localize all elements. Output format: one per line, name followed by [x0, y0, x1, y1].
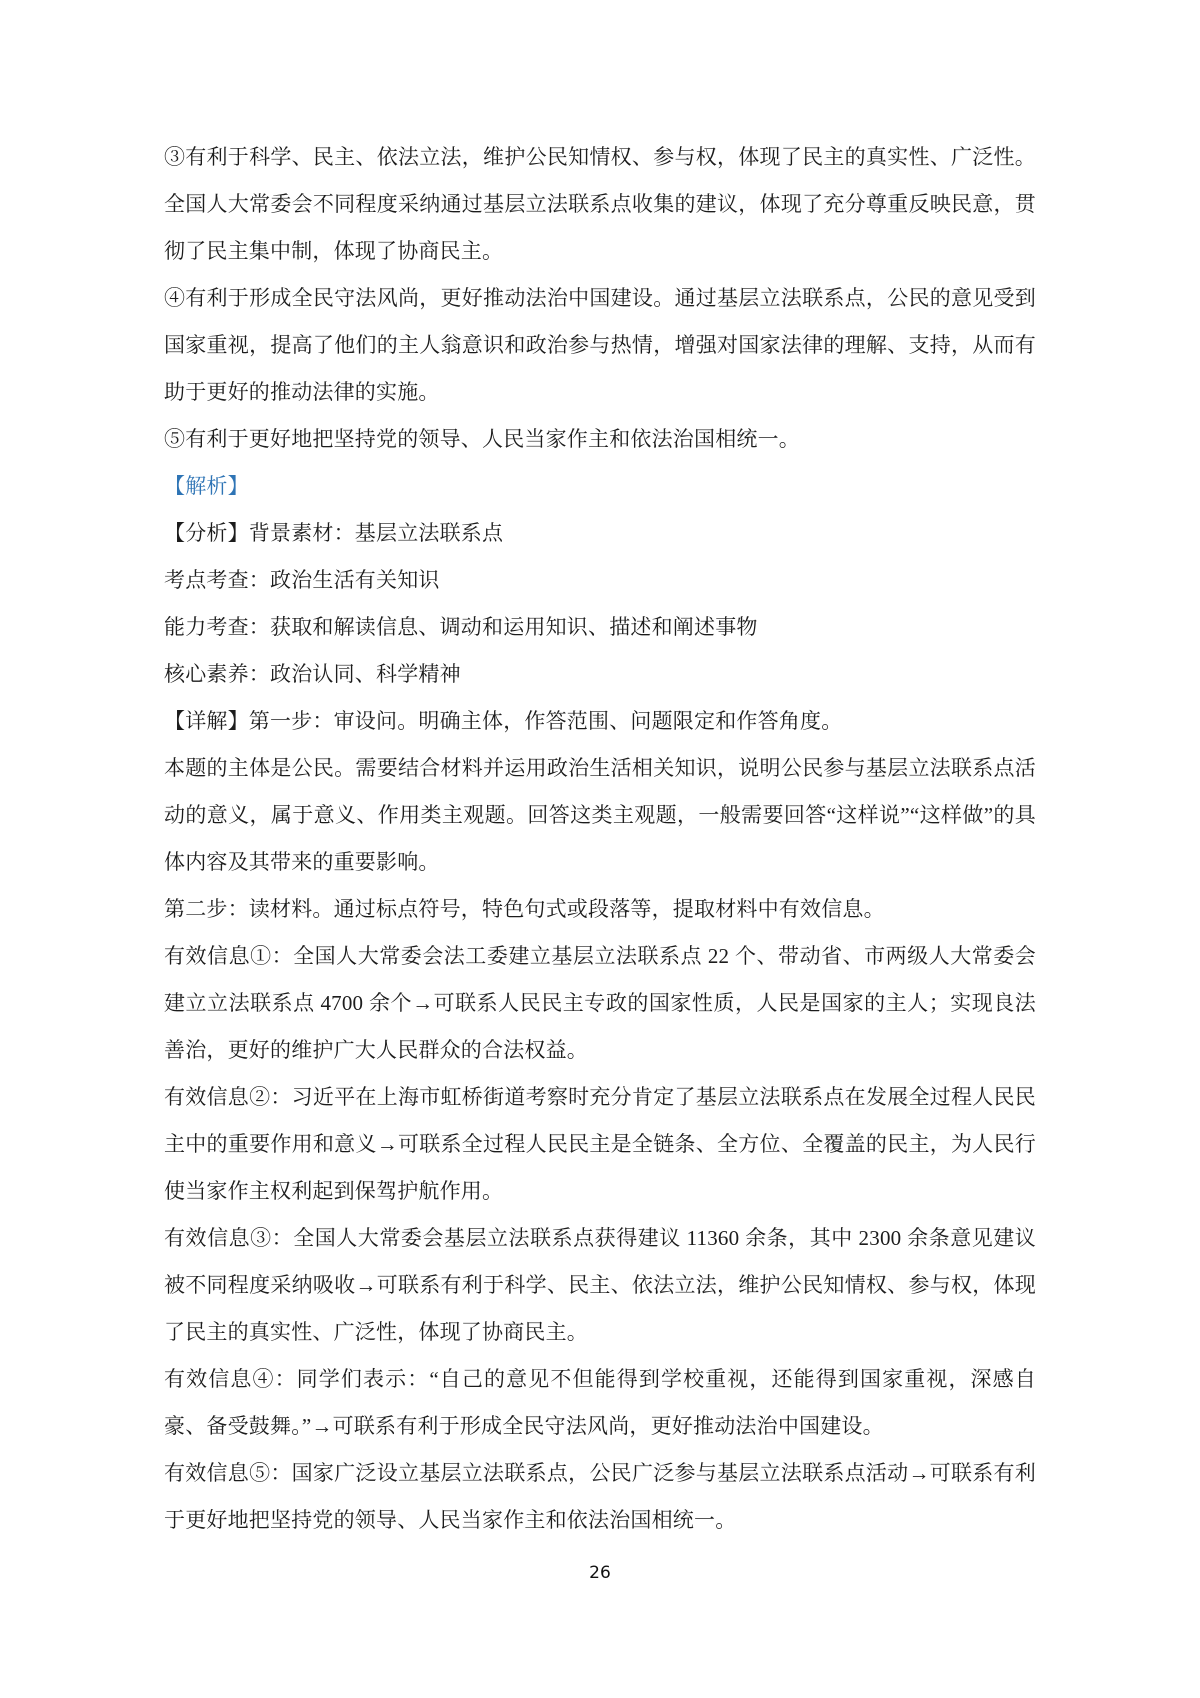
paragraph: 【详解】第一步：审设问。明确主体，作答范围、问题限定和作答角度。 [164, 709, 843, 733]
analysis-label: 【解析】 [164, 474, 249, 498]
paragraph: 有效信息②：习近平在上海市虹桥街道考察时充分肯定了基层立法联系点在发展全过程人民民主中的重要作用和意义→可联系全过程人民民主是全链条、全方位、全覆盖的民主，为人民行使当家作主权利起到保驾护航作用。 [164, 1085, 1036, 1203]
paragraph: 本题的主体是公民。需要结合材料并运用政治生活相关知识，说明公民参与基层立法联系点活动的意义，属于意义、作用类主观题。回答这类主观题，一般需要回答“这样说”“这样做”的具体内容及其带来的重要影响。 [164, 756, 1036, 874]
paragraph: 有效信息③：全国人大常委会基层立法联系点获得建议 11360 余条，其中 2300 余条意见建议被不同程度采纳吸收→可联系有利于科学、民主、依法立法，维护公民知情权、参与权，体现了民主的真实性、广泛性，体现了协商民主。 [164, 1226, 1036, 1344]
paragraph: 核心素养：政治认同、科学精神 [164, 662, 461, 686]
paragraph: 有效信息④：同学们表示：“自己的意见不但能得到学校重视，还能得到国家重视，深感自豪、备受鼓舞。”→可联系有利于形成全民守法风尚，更好推动法治中国建设。 [164, 1367, 1036, 1438]
paragraph: ③有利于科学、民主、依法立法，维护公民知情权、参与权，体现了民主的真实性、广泛性。全国人大常委会不同程度采纳通过基层立法联系点收集的建议，体现了充分尊重反映民意，贯彻了民主集中制，体现了协商民主。 [164, 145, 1036, 263]
paragraph: 有效信息①：全国人大常委会法工委建立基层立法联系点 22 个、带动省、市两级人大常委会建立立法联系点 4700 余个→可联系人民民主专政的国家性质，人民是国家的主人；实现良法善治，更好的维护广大人民群众的合法权益。 [164, 944, 1036, 1062]
paragraph: ⑤有利于更好地把坚持党的领导、人民当家作主和依法治国相统一。 [164, 427, 800, 451]
paragraph: 【分析】背景素材：基层立法联系点 [164, 521, 504, 545]
paragraph: ④有利于形成全民守法风尚，更好推动法治中国建设。通过基层立法联系点，公民的意见受到国家重视，提高了他们的主人翁意识和政治参与热情，增强对国家法律的理解、支持，从而有助于更好的推动法律的实施。 [164, 286, 1036, 404]
paragraph: 第二步：读材料。通过标点符号，特色句式或段落等，提取材料中有效信息。 [164, 897, 885, 921]
document-body [164, 134, 1036, 1544]
page-footer [0, 1563, 1200, 1583]
page-number: 26 [589, 1563, 611, 1583]
paragraph: 有效信息⑤：国家广泛设立基层立法联系点，公民广泛参与基层立法联系点活动→可联系有利于更好地把坚持党的领导、人民当家作主和依法治国相统一。 [164, 1461, 1036, 1532]
paragraph: 考点考查：政治生活有关知识 [164, 568, 440, 592]
paragraph: 能力考查：获取和解读信息、调动和运用知识、描述和阐述事物 [164, 615, 758, 639]
